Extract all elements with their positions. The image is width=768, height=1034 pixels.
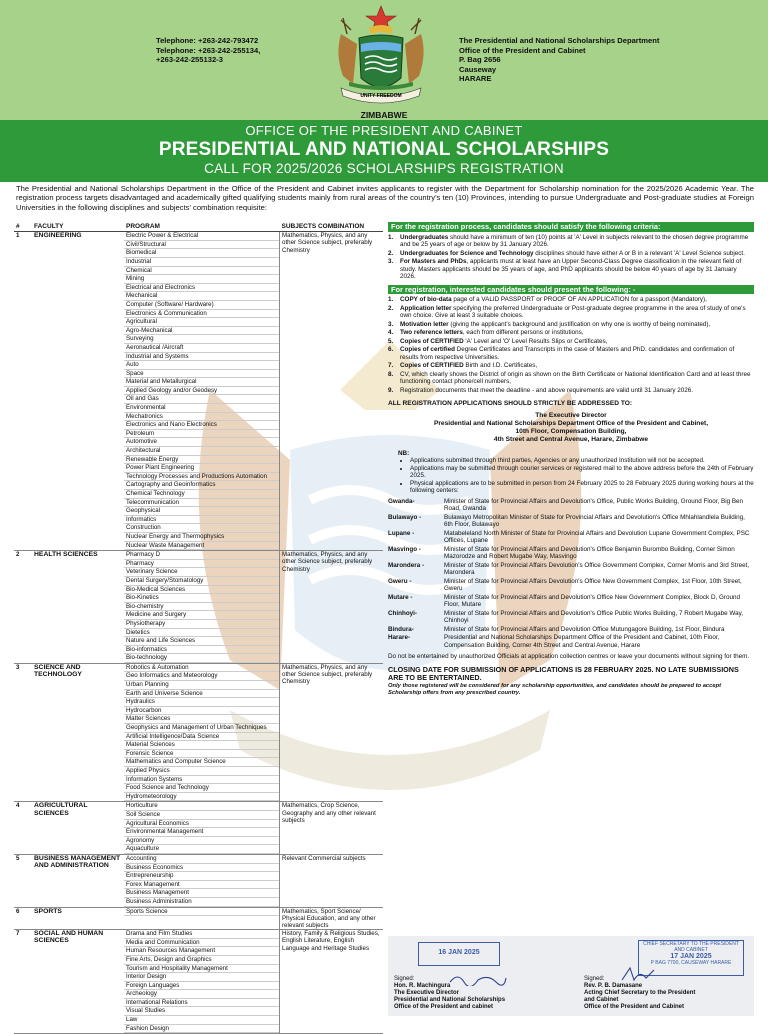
program-item: Dental Surgery/Stomatology	[124, 577, 279, 586]
header-area	[0, 0, 768, 120]
signatory-name: Rev. P. B. Damasane	[584, 983, 643, 989]
program-item: Accounting	[124, 855, 279, 864]
item-text	[400, 234, 754, 249]
item-number: 2.	[388, 304, 394, 312]
program-item: Drama and Film Studies	[124, 930, 279, 939]
item-body: (giving the applicant's background and justification on why one is worthy of being nominated),	[448, 320, 711, 328]
program-item: Pharmacy D	[124, 551, 279, 560]
program-item: Business Management	[124, 889, 279, 898]
item-text	[400, 250, 754, 258]
faculty-cell: ENGINEERING	[32, 232, 124, 551]
program-cell	[124, 802, 280, 855]
program-list	[124, 855, 279, 907]
department-address-block	[459, 36, 659, 84]
criteria-item	[388, 234, 754, 249]
item-lead: Copies of certified	[400, 346, 455, 353]
signature-block	[388, 936, 754, 1016]
documents-item	[388, 329, 754, 337]
province-name: Chinhoyi-	[388, 609, 418, 617]
row-number: 3	[14, 663, 32, 802]
province-name: Bindura-	[388, 625, 414, 633]
faculty-cell: SOCIAL AND HUMAN SCIENCES	[32, 930, 124, 1034]
program-item: Pharmacy	[124, 560, 279, 569]
province-address: Minister of State for Provincial Affairs and Devolution's Office New Government Complex, Block D, Ground Floor, Mutare	[444, 593, 740, 608]
program-item: Food Science and Technology	[124, 784, 279, 793]
subjects-cell: History, Family & Religious Studies, English Literature, English Language and Heritage Studies	[280, 930, 384, 1034]
program-cell	[124, 854, 280, 907]
program-item: Geophysics and Management of Urban Techniques	[124, 724, 279, 733]
row-number: 2	[14, 551, 32, 664]
program-item: Agronomy	[124, 837, 279, 846]
item-body: should have a minimum of ten (10) points at 'A' Level in subjects relevant to the chosen degree programme and be 25 years of age or below by 31 January 2026.	[400, 233, 749, 248]
signatory-title: Presidential and National Scholarships	[394, 997, 506, 1003]
program-item: Mechanical	[124, 292, 279, 301]
handwritten-signature-left	[448, 972, 508, 986]
subjects-cell: Relevant Commercial subjects	[280, 854, 384, 907]
motto-text: UNITY FREEDOM	[360, 93, 402, 99]
program-item: Forensic Science	[124, 750, 279, 759]
table-row	[14, 854, 383, 907]
province-address: Minister of State for Provincial Affairs and Devolution's Office Public Works Building, 7 Robert Mugabe Way, Chinhoyi	[444, 609, 744, 624]
documents-item	[388, 371, 754, 386]
province-address: Matabeleland North Minister of State for Provincial Affairs and Devolution Lupane Government Complex, PSC Offices, Lupane	[444, 529, 750, 544]
item-number: 8.	[388, 370, 394, 378]
item-body: Birth and I.D. Certificates,	[463, 362, 538, 369]
signatory-title: Office of the President and Cabinet	[584, 1004, 685, 1010]
program-item: Bio-technology	[124, 654, 279, 663]
faculty-cell: HEALTH SCIENCES	[32, 551, 124, 664]
documents-item	[388, 362, 754, 370]
item-body: CV, which clearly shows the District of origin as shown on the Birth Certificate or National Identification Card and at least three functioning contact phone/cell numbers,	[400, 370, 751, 385]
item-text	[400, 258, 754, 281]
signatory-title: Acting Chief Secretary to the President	[584, 990, 696, 996]
program-item: Chemical Technology	[124, 490, 279, 499]
program-cell	[124, 232, 280, 551]
table-row	[14, 551, 383, 664]
warning-text: Do not be entertained by unauthorized Officials at application collection centres or leave your documents without signing for them.	[388, 653, 750, 660]
program-item: Geo Informatics and Meteorology	[124, 672, 279, 681]
right-signatory	[584, 976, 752, 1011]
faculty-cell: AGRICULTURAL SCIENCES	[32, 802, 124, 855]
item-lead: COPY of bio-data	[400, 296, 452, 303]
program-item: Cartography and Geoinformatics	[124, 481, 279, 490]
province-address: Minister of State for Provincial Affairs and Devolution's Office, Public Works Building, Ground Floor, Big Ben Road, Gwanda	[444, 497, 744, 512]
documents-item	[388, 346, 754, 361]
documents-item	[388, 338, 754, 346]
program-item: Industrial	[124, 258, 279, 267]
stamp-footer: P BAG 7700, CAUSEWAY HARARE	[650, 960, 732, 966]
province-centre	[388, 610, 754, 625]
documents-item	[388, 387, 754, 395]
program-item: Surveying	[124, 335, 279, 344]
program-item: Petroleum	[124, 430, 279, 439]
nb-item: • Applications may be submitted through courier services or registered mail to the above address before the 24th of February 2025.	[410, 465, 754, 480]
item-text	[400, 338, 754, 346]
item-body: , each from different persons or institutions,	[462, 329, 584, 336]
province-address: Minister of State for Provincial Affairs Devolution's Office New Government Complex, 1st Floor, 10th Street, Gweru	[444, 577, 742, 592]
program-item: Auto	[124, 361, 279, 370]
signatory-title: Office of the President and cabinet	[394, 1004, 494, 1010]
program-item: Aeronautical /Aircraft	[124, 344, 279, 353]
item-number: 9.	[388, 386, 394, 394]
date-stamp-left	[418, 942, 500, 966]
signatory-title: The Executive Director	[394, 990, 460, 996]
table-row	[14, 930, 383, 1034]
subjects-cell: Mathematics, Sport Science/ Physical Education, and any other relevant subjects	[280, 907, 384, 930]
item-number: 1.	[388, 233, 394, 241]
program-item: Fine Arts, Design and Graphics	[124, 956, 279, 965]
documents-item	[388, 305, 754, 320]
program-item: Industrial and Systems	[124, 353, 279, 362]
province-centre	[388, 530, 754, 545]
province-centre	[388, 498, 754, 513]
item-body: , applicants must at least have an Upper Second-Class Degree classification in the relevant field of study. Masters applicants should be 35 years of age, and PhD applicants should be below 40 years of age by 31 January 2026.	[400, 258, 742, 280]
program-item: Mathematics and Computer Science	[124, 758, 279, 767]
province-name: Gwanda-	[388, 497, 415, 505]
province-name: Bulawayo -	[388, 513, 422, 521]
program-item: Physiotherapy	[124, 620, 279, 629]
program-item: Environmental Management	[124, 828, 279, 837]
criteria-item	[388, 250, 754, 258]
table-row	[14, 663, 383, 802]
province-address: Bulawayo Metropolitan Minister of State for Provincial Affairs and Devolution's Office Mhlahlandlela Building, 6th Floor, Bulawayo	[444, 513, 745, 528]
item-number: 5.	[388, 337, 394, 345]
address-line: 4th Street and Central Avenue, Harare, Zimbabwe	[493, 435, 649, 443]
program-cell	[124, 907, 280, 930]
program-item: Electric Power & Electrical	[124, 232, 279, 241]
program-item: Agricultural Economics	[124, 820, 279, 829]
program-list	[124, 908, 279, 917]
documents-item	[388, 296, 754, 304]
program-item: Applied Geology and/or Geodesy	[124, 387, 279, 396]
program-item: Power Plant Engineering	[124, 464, 279, 473]
item-body: disciplines should have either A or B in a relevant 'A' Level Science subject.	[533, 249, 745, 257]
program-item: Law	[124, 1016, 279, 1025]
subjects-cell: Mathematics, Physics, and any other Science subject, preferably Chemistry	[280, 232, 384, 551]
program-item: Electrical and Electronics	[124, 284, 279, 293]
faculty-cell: BUSINESS MANAGEMENT AND ADMINISTRATION	[32, 854, 124, 907]
program-item: Nature and Life Sciences	[124, 637, 279, 646]
item-number: 4.	[388, 329, 394, 336]
item-text	[400, 321, 754, 329]
program-item: Automotive	[124, 438, 279, 447]
item-text	[400, 329, 754, 337]
province-centre	[388, 634, 754, 649]
requirements-column	[388, 222, 754, 698]
program-item: Agro-Mechanical	[124, 327, 279, 336]
program-item: Material Sciences	[124, 741, 279, 750]
stamp-date: 16 JAN 2025	[438, 949, 480, 956]
criteria-item	[388, 258, 754, 281]
documents-list	[388, 296, 754, 394]
office-title: OFFICE OF THE PRESIDENT AND CABINET	[245, 123, 523, 138]
address-line: Causeway	[459, 64, 497, 74]
column-header: #	[14, 222, 32, 232]
item-number: 2.	[388, 249, 394, 257]
program-list	[124, 551, 279, 663]
stamp-date: 17 JAN 2025	[670, 953, 712, 960]
program-list	[124, 930, 279, 1033]
province-name: Masvingo -	[388, 545, 421, 553]
main-title: PRESIDENTIAL AND NATIONAL SCHOLARSHIPS	[158, 139, 610, 160]
coat-of-arms-emblem	[321, 4, 441, 108]
program-item: Agricultural	[124, 318, 279, 327]
signatory-title: and Cabinet	[584, 997, 619, 1003]
province-address: Minister of State for Provincial Affairs Devolution's Office Government Complex, Corner Morris and 3rd Street, Marondera	[444, 561, 750, 576]
nb-section	[398, 450, 754, 495]
program-item: Construction	[124, 524, 279, 533]
item-text	[400, 371, 754, 386]
item-lead: Motivation letter	[400, 320, 449, 328]
programs-table	[14, 222, 383, 1034]
province-centre	[388, 594, 754, 609]
province-address: Presidential and National Scholarships Department Office of the President and Cabinet, 10th Floor, Compensation Building, Corner 4th Street and Central Avenue, Harare	[444, 634, 720, 649]
province-name: Harare-	[388, 634, 411, 641]
nb-label: NB:	[398, 449, 410, 457]
signatory-name: Hon. R. Machingura	[394, 983, 451, 989]
stamp-heading: CHIEF SECRETARY TO THE PRESIDENT AND CABINET	[643, 941, 739, 953]
program-cell	[124, 930, 280, 1034]
intro-paragraph: The Presidential and National Scholarships Department in the Office of the President and Cabinet invites applicants to register with the Department for Scholarship nomination for the 2025/2026 Academic Year. The registration process targets disadvantaged and academically gifted qualifying students mainly from rural areas of the country's ten (10) Provinces, intending to pursue Undergraduate and Post-graduate studies at Foreign Universities in the following disciplines and subjects' combination requisite:	[16, 184, 754, 212]
column-header: PROGRAM	[124, 222, 280, 232]
program-list	[124, 802, 279, 854]
table-row	[14, 907, 383, 930]
subjects-cell: Mathematics, Physics, and any other Science subject, preferably Chemistry	[280, 663, 384, 802]
program-item: Mining	[124, 275, 279, 284]
province-name: Marondera -	[388, 561, 425, 569]
program-item: Entrepreneurship	[124, 872, 279, 881]
program-item: Forex Management	[124, 881, 279, 890]
address-line: P. Bag 2656	[459, 55, 501, 65]
program-item: Civil/Structural	[124, 241, 279, 250]
item-lead: Copies of CERTIFIED	[400, 362, 464, 369]
item-body: Registration documents that meet the deadline - and above requirements are valid until 31 January 2026.	[400, 386, 693, 394]
program-item: Telecommunication	[124, 499, 279, 508]
province-centre	[388, 562, 754, 577]
program-item: Earth and Universe Science	[124, 690, 279, 699]
program-item: Robotics & Automation	[124, 664, 279, 673]
item-text	[400, 346, 754, 361]
item-number: 3.	[388, 258, 394, 265]
item-lead: Application letter	[400, 304, 452, 312]
program-item: Foreign Languages	[124, 982, 279, 991]
row-number: 4	[14, 802, 32, 855]
address-line: Presidential and National Scholarships Department Office of the President and Cabinet,	[433, 419, 709, 427]
program-item: Media and Communication	[124, 939, 279, 948]
item-number: 7.	[388, 362, 394, 369]
item-text	[400, 387, 754, 395]
row-number: 6	[14, 907, 32, 930]
criteria-heading: For the registration process, candidates should satisfy the following criteria:	[388, 222, 754, 232]
telephone-line: Telephone: +263-242-793472	[156, 36, 259, 45]
province-name: Lupane -	[388, 529, 415, 537]
documents-heading: For registration, interested candidates should present the following: -	[388, 285, 754, 295]
documents-item	[388, 321, 754, 329]
program-item: Tourism and Hospitality Management	[124, 965, 279, 974]
program-item: Soil Science	[124, 811, 279, 820]
program-item: Interior Design	[124, 973, 279, 982]
program-item: Dietetics	[124, 629, 279, 638]
item-number: 1.	[388, 296, 394, 303]
province-centre	[388, 514, 754, 529]
item-text	[400, 296, 754, 304]
program-item: Bio-Medical Sciences	[124, 586, 279, 595]
program-item: Bio-Kinetics	[124, 594, 279, 603]
program-item: Visual Studies	[124, 1007, 279, 1016]
item-body: page of a VALID PASSPORT or PROOF OF AN APPLICATION for a passport (Mandatory),	[451, 296, 707, 303]
column-header: FACULTY	[32, 222, 124, 232]
table-row	[14, 232, 383, 551]
subjects-cell: Mathematics, Physics, and any other Science subject, preferably Chemistry	[280, 551, 384, 664]
program-item: Aquaculture	[124, 845, 279, 854]
program-item: Biomedical	[124, 249, 279, 258]
item-lead: Two reference letters	[400, 329, 463, 336]
program-item: Business Economics	[124, 864, 279, 873]
program-item: Geophysical	[124, 507, 279, 516]
item-body: Degree Certificates and Transcripts in the case of Masters and PhD. candidates and confirmation of results from respective Universities.	[400, 346, 735, 361]
shortlist-note: Only those registered will be considered for any scholarship opportunities, and candidates should be prepared to accept Scholarship offers from any prescribed country.	[388, 682, 722, 697]
row-number: 1	[14, 232, 32, 551]
program-item: Hydrocarbon	[124, 707, 279, 716]
signed-label: Signed:	[584, 976, 605, 982]
program-item: Architectural	[124, 447, 279, 456]
program-item: Information Systems	[124, 776, 279, 785]
address-line: HARARE	[459, 74, 492, 84]
item-body: specifying the preferred Undergraduate or Post-graduate degree programme in the area of study of one's own choice. Give at least 3 suitable choices.	[400, 304, 746, 319]
table-row	[14, 802, 383, 855]
item-number: 6.	[388, 346, 394, 353]
program-item: Bio-informatics	[124, 646, 279, 655]
program-item: Fashion Design	[124, 1025, 279, 1034]
program-item: Renewable Energy	[124, 456, 279, 465]
program-item: Mechatronics	[124, 413, 279, 422]
province-name: Gweru -	[388, 577, 412, 585]
program-cell	[124, 551, 280, 664]
address-line: Office of the President and Cabinet	[459, 45, 586, 55]
item-text	[400, 305, 754, 320]
program-item: Applied Physics	[124, 767, 279, 776]
item-lead: Copies of CERTIFIED	[400, 337, 464, 345]
province-centre	[388, 578, 754, 593]
item-lead: Undergraduates for Science and Technology	[400, 249, 534, 257]
telephone-line: Telephone: +263-242-255134,	[156, 45, 261, 55]
table-header-row	[14, 222, 383, 232]
address-line: The Presidential and National Scholarships Department	[459, 36, 660, 45]
program-item: Business Administration	[124, 898, 279, 907]
program-item: Electronics and Nano Electronics	[124, 421, 279, 430]
signed-label: Signed:	[394, 976, 415, 982]
faculty-cell: SCIENCE AND TECHNOLOGY	[32, 663, 124, 802]
province-address: Minister of State for Provincial Affairs and Devolution's Office Benjamin Burombo Building, Corner Simon Mazorodze and Robert Mugabe Way, Masvingo	[444, 545, 735, 560]
faculty-cell: SPORTS	[32, 907, 124, 930]
row-number: 7	[14, 930, 32, 1034]
program-cell	[124, 663, 280, 802]
program-item: Environmental	[124, 404, 279, 413]
program-item: Urban Planning	[124, 681, 279, 690]
registration-address	[388, 412, 754, 444]
program-item: Space	[124, 370, 279, 379]
column-header: SUBJECTS COMBINATION	[280, 222, 384, 232]
program-item: Matter Sciences	[124, 715, 279, 724]
telephone-line: +263-242-255132-3	[156, 55, 223, 65]
handwritten-signature-right	[618, 966, 658, 984]
program-item: Oil and Gas	[124, 395, 279, 404]
program-item: Informatics	[124, 516, 279, 525]
address-heading: ALL REGISTRATION APPLICATIONS SHOULD STRICTLY BE ADDRESSED TO:	[388, 400, 633, 407]
item-number: 3.	[388, 320, 394, 328]
province-centre	[388, 546, 754, 561]
program-item: Archeology	[124, 990, 279, 999]
program-item: Sports Science	[124, 908, 279, 917]
program-item: Hydrometeorology	[124, 793, 279, 802]
program-item: Technology Processes and Productions Automation	[124, 473, 279, 482]
program-item: Hydraulics	[124, 698, 279, 707]
province-address: Minister of State for Provincial Affairs and Devolution Office Mutungagore Building, 1st Floor, Bindura	[444, 625, 725, 633]
row-number: 5	[14, 854, 32, 907]
program-item: International Relations	[124, 999, 279, 1008]
province-centres-list	[388, 498, 754, 650]
program-item: Artificial Intelligence/Data Science	[124, 733, 279, 742]
item-lead: For Masters and PhDs	[400, 258, 467, 265]
program-item: Chemical	[124, 267, 279, 276]
title-banner	[0, 120, 768, 182]
nb-item: • Physical applications are to be submitted in person from 24 February 2025 to 28 February 2025 during working hours at the following centers:	[410, 480, 754, 495]
programs-table-body	[14, 232, 383, 1034]
program-item: Computer (Software/ Hardware)	[124, 301, 279, 310]
call-subtitle: CALL FOR 2025/2026 SCHOLARSHIPS REGISTRATION	[204, 161, 564, 176]
province-name: Mutare -	[388, 593, 413, 601]
address-line: 10th Floor, Compensation Building,	[515, 427, 627, 435]
item-body: 'A' Level and 'O' Level Results Slips or Certificates,	[463, 337, 608, 345]
address-line: The Executive Director	[535, 411, 607, 419]
program-item: Horticulture	[124, 802, 279, 811]
program-item: Medicine and Surgery	[124, 611, 279, 620]
program-item: Material and Metallurgical	[124, 378, 279, 387]
item-lead: Undergraduates	[400, 233, 449, 241]
program-list	[124, 664, 279, 802]
subjects-cell: Mathematics, Crop Science, Geography and any other relevant subjects	[280, 802, 384, 855]
program-item: Veterinary Science	[124, 568, 279, 577]
province-centre	[388, 626, 754, 634]
telephone-block	[156, 36, 260, 65]
country-label: ZIMBABWE	[360, 110, 408, 120]
closing-date-notice: CLOSING DATE FOR SUBMISSION OF APPLICATIONS IS 28 FEBRUARY 2025. NO LATE SUBMISSIONS ARE TO BE ENTERTAINED.	[388, 664, 739, 683]
program-item: Nuclear Energy and Thermophysics	[124, 533, 279, 542]
item-text	[400, 362, 754, 370]
program-list	[124, 232, 279, 550]
nb-item: • Applications submitted through third parties, Agencies or any unauthorized Institution will not be accepted.	[410, 457, 754, 465]
program-item: Bio-chemistry	[124, 603, 279, 612]
program-item: Human Resources Management	[124, 947, 279, 956]
program-item: Nuclear Waste Management	[124, 542, 279, 551]
criteria-list	[388, 234, 754, 281]
program-item: Electronics & Communication	[124, 310, 279, 319]
